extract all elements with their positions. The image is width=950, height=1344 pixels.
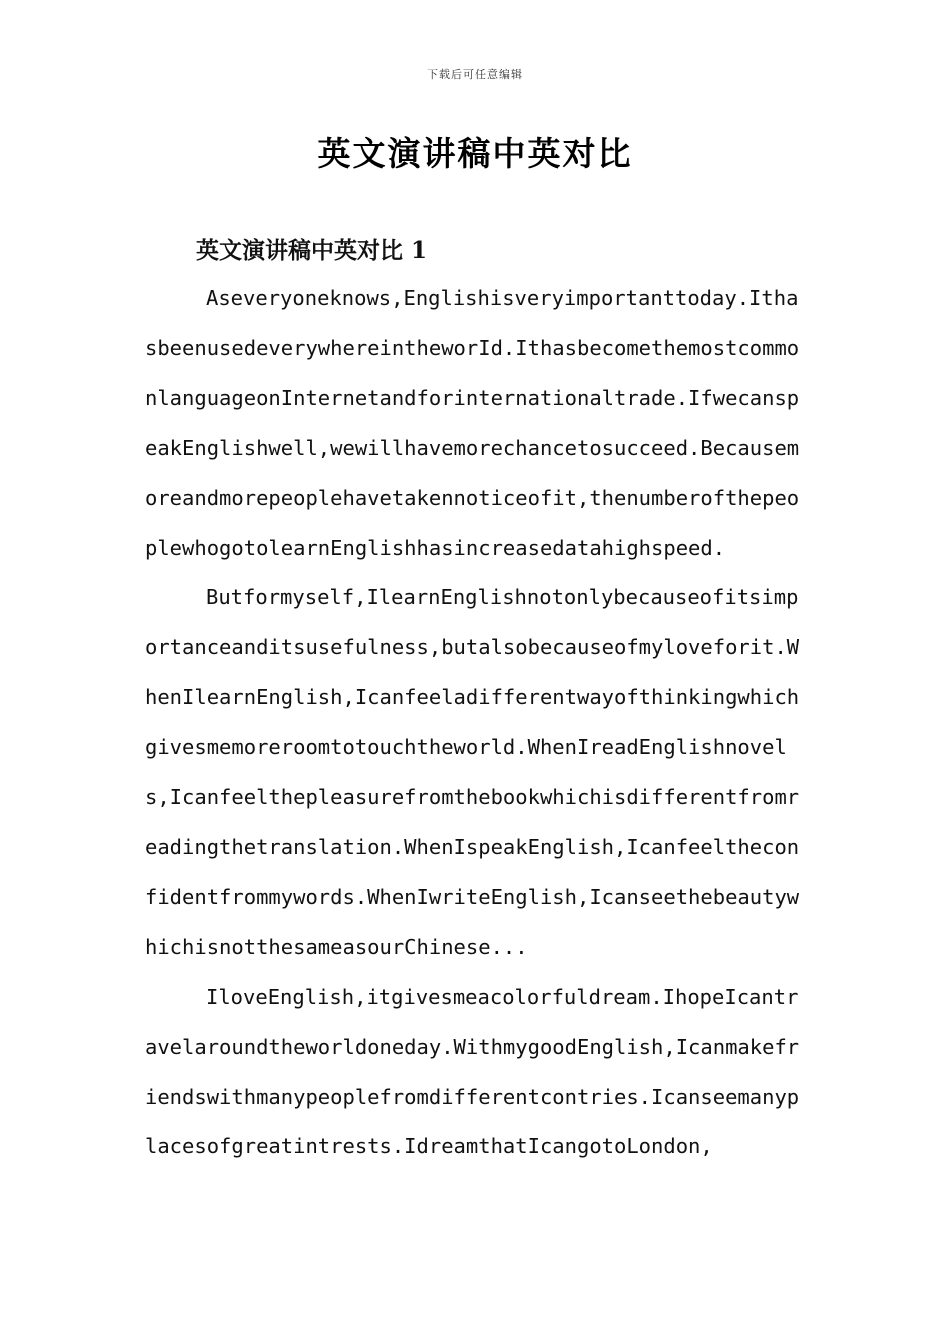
document-title: 英文演讲稿中英对比	[317, 134, 633, 173]
section-heading: 英文演讲稿中英对比 1	[196, 237, 428, 264]
paragraph: Aseveryoneknows,Englishisveryimportanttoday.IthasbeenusedeverywhereintheworId.IthasbecomethemostcommonlanguageonInternetandforinternationaltrade.IfwecanspeakEnglishwell,wewillhavemorechancetosucceed.Becausemoreandmorepeoplehavetakennoticeofit,thenumberofthepeoplewhogotolearnEnglishhasincreasedatahighspeed.	[145, 286, 800, 560]
paragraph: Butformyself,IlearnEnglishnotonlybecauseofitsimportanceanditsusefulness,butalsobecauseofmyloveforit.WhenIlearnEnglish,Icanfeeladifferentwayofthinkingwhichgivesmemoreroomtotouchtheworld.WhenIreadEnglishnovels,Icanfeelthepleasurefromthebookwhichisdifferentfromreadingthetranslation.WhenIspeakEnglish,Icanfeeltheconfidentfrommywords.WhenIwriteEnglish,IcanseethebeautywhichisnotthesameasourChinese...	[145, 585, 800, 959]
paragraph: IloveEnglish,itgivesmeacolorfuldream.IhopeIcantravelaroundtheworldoneday.WithmygoodEnglish,Icanmakefriendswithmanypeoplefromdifferentcontries.Icanseemanyplacesofgreatintrests.IdreamthatIcangotoLondon,	[145, 984, 800, 1159]
document-body	[145, 274, 810, 1172]
download-note: 下载后可任意编辑	[427, 68, 523, 81]
